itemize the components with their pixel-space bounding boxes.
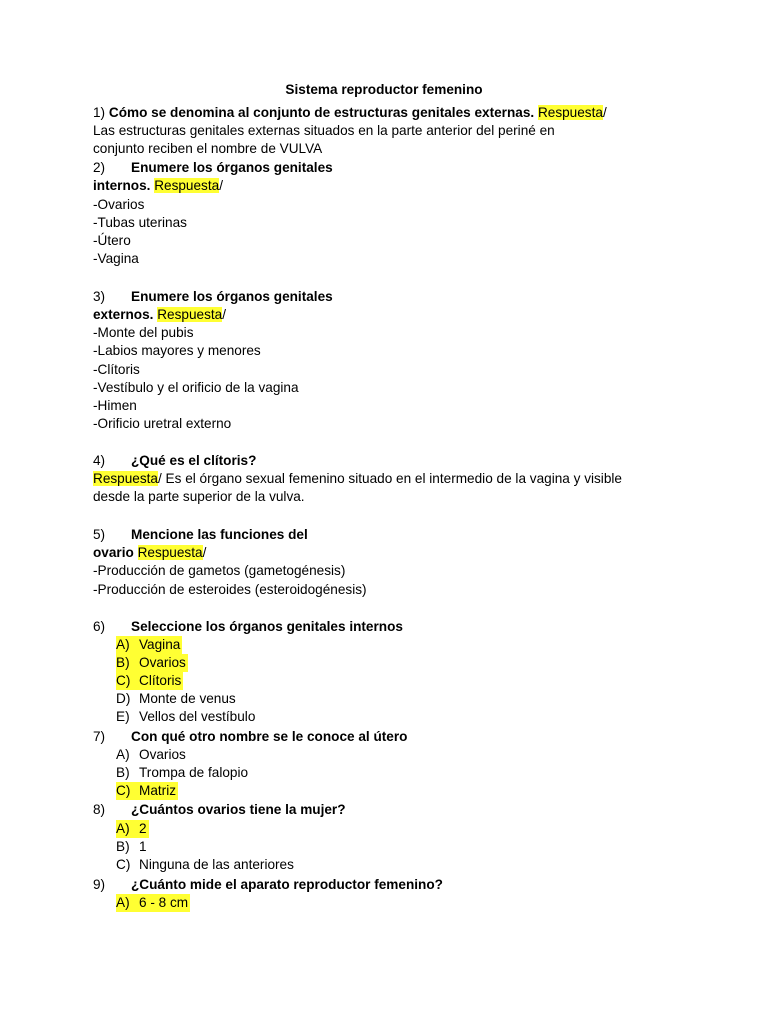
option-highlighted bbox=[116, 672, 183, 690]
option-letter: A) bbox=[116, 637, 130, 652]
answer-slash: / bbox=[219, 178, 223, 193]
question-5-text-line-2: ovario bbox=[93, 545, 134, 560]
question-5 bbox=[93, 526, 308, 544]
question-2-line-2 bbox=[93, 177, 223, 195]
question-2-text-line-1: Enumere los órganos genitales bbox=[131, 160, 333, 175]
document-title: Sistema reproductor femenino bbox=[285, 82, 483, 97]
option-highlighted bbox=[116, 782, 178, 800]
list-item: -Producción de gametos (gametogénesis) bbox=[93, 563, 346, 578]
option-text: Vagina bbox=[139, 637, 181, 652]
option-letter: B) bbox=[116, 839, 130, 854]
answer-label: Respuesta bbox=[93, 471, 158, 486]
option-letter: A) bbox=[116, 821, 130, 836]
list-item: -Clítoris bbox=[93, 362, 140, 377]
answer-1-line-2: conjunto reciben el nombre de VULVA bbox=[93, 141, 323, 156]
question-2-number: 2) bbox=[93, 160, 106, 175]
option-letter: B) bbox=[116, 765, 130, 780]
answer-4-text: / Es el órgano sexual femenino situado en el intermedio de la vagina y visible bbox=[158, 471, 622, 486]
answer-slash: / bbox=[222, 307, 227, 322]
question-9-number: 9) bbox=[93, 877, 106, 892]
answer-label: Respuesta bbox=[537, 105, 603, 120]
list-item: -Tubas uterinas bbox=[93, 215, 187, 230]
list-item: -Ovarios bbox=[93, 197, 145, 212]
option-text: 6 - 8 cm bbox=[139, 895, 189, 910]
answer-4-line-2: desde la parte superior de la vulva. bbox=[93, 489, 305, 504]
option bbox=[116, 856, 294, 874]
option bbox=[116, 746, 186, 764]
answer-slash: / bbox=[602, 105, 607, 120]
answer-4-line-1 bbox=[93, 470, 622, 488]
list-item: -Vagina bbox=[93, 251, 139, 266]
option-letter: C) bbox=[116, 783, 131, 798]
question-4-text: ¿Qué es el clítoris? bbox=[131, 453, 257, 468]
option-text: Monte de venus bbox=[139, 691, 236, 706]
answer-label: Respuesta bbox=[154, 178, 220, 193]
option-text: 1 bbox=[139, 839, 147, 854]
option-letter: D) bbox=[116, 691, 131, 706]
question-3 bbox=[93, 288, 333, 306]
list-item: -Producción de esteroides (esteroidogénesis) bbox=[93, 582, 367, 597]
answer-label: Respuesta bbox=[157, 307, 223, 322]
question-2-text-line-2: internos. bbox=[93, 178, 151, 193]
option-highlighted bbox=[116, 636, 182, 654]
answer-slash: / bbox=[202, 545, 207, 560]
option bbox=[116, 708, 255, 726]
question-8-text: ¿Cuántos ovarios tiene la mujer? bbox=[131, 802, 346, 817]
option-text: Clítoris bbox=[139, 673, 182, 688]
question-9 bbox=[93, 876, 443, 894]
option bbox=[116, 838, 147, 856]
answer-label: Respuesta bbox=[137, 545, 203, 560]
question-7 bbox=[93, 728, 407, 746]
question-6-text: Seleccione los órganos genitales internos bbox=[131, 619, 403, 634]
option-letter: A) bbox=[116, 895, 130, 910]
question-1-number: 1) bbox=[93, 105, 106, 120]
question-1 bbox=[93, 104, 607, 122]
option-highlighted bbox=[116, 820, 149, 838]
question-1-text: Cómo se denomina al conjunto de estructuras genitales externas. bbox=[108, 105, 535, 120]
question-3-number: 3) bbox=[93, 289, 106, 304]
option-text: Ninguna de las anteriores bbox=[139, 857, 294, 872]
option-highlighted bbox=[116, 894, 190, 912]
question-9-text: ¿Cuánto mide el aparato reproductor femenino? bbox=[131, 877, 443, 892]
option-highlighted bbox=[116, 654, 188, 672]
option-text: Matriz bbox=[139, 783, 177, 798]
option bbox=[116, 764, 248, 782]
question-5-text-line-1: Mencione las funciones del bbox=[131, 527, 308, 542]
list-item: -Vestíbulo y el orificio de la vagina bbox=[93, 380, 299, 395]
question-8 bbox=[93, 801, 346, 819]
list-item: -Útero bbox=[93, 233, 131, 248]
option-letter: B) bbox=[116, 655, 130, 670]
list-item: -Monte del pubis bbox=[93, 325, 194, 340]
list-item: -Labios mayores y menores bbox=[93, 343, 261, 358]
question-4 bbox=[93, 452, 256, 470]
option-letter: C) bbox=[116, 673, 131, 688]
option-text: Ovarios bbox=[139, 655, 186, 670]
question-5-line-2 bbox=[93, 544, 206, 562]
question-5-number: 5) bbox=[93, 527, 106, 542]
question-7-text: Con qué otro nombre se le conoce al útero bbox=[131, 729, 408, 744]
question-6 bbox=[93, 618, 403, 636]
question-3-line-2 bbox=[93, 306, 226, 324]
option-letter: A) bbox=[116, 747, 130, 762]
answer-1-line-1: Las estructuras genitales externas situados en la parte anterior del periné en bbox=[93, 123, 555, 138]
option-text: Ovarios bbox=[139, 747, 186, 762]
question-8-number: 8) bbox=[93, 802, 106, 817]
question-7-number: 7) bbox=[93, 729, 106, 744]
list-item: -Orificio uretral externo bbox=[93, 416, 232, 431]
option-text: Trompa de falopio bbox=[139, 765, 249, 780]
option-text: Vellos del vestíbulo bbox=[139, 709, 256, 724]
question-4-number: 4) bbox=[93, 453, 106, 468]
option-letter: C) bbox=[116, 857, 131, 872]
option-letter: E) bbox=[116, 709, 130, 724]
list-item: -Himen bbox=[93, 398, 137, 413]
option bbox=[116, 690, 236, 708]
question-3-text-line-2: externos. bbox=[93, 307, 154, 322]
question-6-number: 6) bbox=[93, 619, 106, 634]
option-text: 2 bbox=[139, 821, 147, 836]
question-2 bbox=[93, 159, 333, 177]
question-3-text-line-1: Enumere los órganos genitales bbox=[131, 289, 333, 304]
